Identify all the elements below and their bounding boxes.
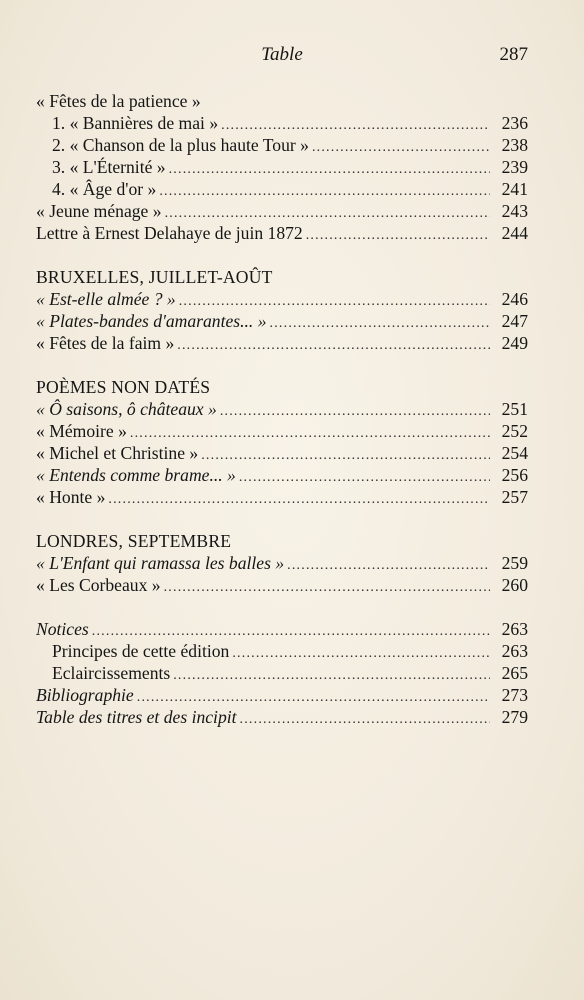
toc-entry-title: « Est-elle almée ? » [36,289,176,309]
toc-entry [36,574,528,596]
toc-entry-title: 2. « Chanson de la plus haute Tour » [52,135,309,155]
toc-entry [36,552,528,574]
dot-leader [169,159,490,181]
dot-leader [312,137,490,159]
toc-entry [36,156,528,178]
toc-entry-title: Principes de cette édition [52,641,230,661]
toc-entry-title: « Fêtes de la faim » [36,333,175,353]
toc-entry [36,90,528,112]
toc-section [36,596,528,728]
section-gap [36,596,528,618]
dot-leader [239,467,490,489]
toc-entry-page: 247 [501,311,528,331]
toc-entry [36,134,528,156]
toc-entry-title: « Fêtes de la patience » [36,91,201,111]
toc-entry-title: Notices [36,619,89,639]
toc-entry [36,178,528,200]
toc-entry-title: « Honte » [36,487,106,507]
toc-entry-page: 239 [501,157,528,177]
toc-entry-title: Table des titres et des incipit [36,707,237,727]
toc-entry-page: 236 [501,113,528,133]
toc-entry [36,398,528,420]
toc-section [36,508,528,596]
toc-entry-title: Bibliographie [36,685,134,705]
toc-entry-page: 241 [501,179,528,199]
toc-entry-title: « Ô saisons, ô châteaux » [36,399,217,419]
dot-leader [201,445,490,467]
toc-entry [36,684,528,706]
toc-entry-page: 260 [501,575,528,595]
toc-entry-page: 238 [501,135,528,155]
toc-entry [36,442,528,464]
section-gap [36,508,528,530]
dot-leader [240,709,490,731]
toc-section [36,354,528,508]
toc-entry [36,618,528,640]
toc-entry-title: 4. « Âge d'or » [52,179,157,199]
dot-leader [159,181,490,203]
toc-entry-page: 246 [501,289,528,309]
toc-entry [36,420,528,442]
toc-entry-title: Lettre à Ernest Delahaye de juin 1872 [36,223,303,243]
dot-leader [220,401,490,423]
toc-entry-title: « Michel et Christine » [36,443,199,463]
toc-entry-page: 263 [501,619,528,639]
toc-section [36,244,528,354]
dot-leader [108,489,490,511]
toc-entry [36,706,528,728]
toc-section [36,90,528,244]
toc-entry-title: « Plates-bandes d'amarantes... » [36,311,267,331]
header-title: Table [261,44,303,65]
toc-entry-page: 251 [501,399,528,419]
section-heading: LONDRES, SEPTEMBRE [36,531,232,551]
dot-leader [270,313,490,335]
toc-entry [36,662,528,684]
toc-entry [36,288,528,310]
dot-leader [173,665,490,687]
toc-entry [36,464,528,486]
toc-entry [36,310,528,332]
toc-entry [36,112,528,134]
dot-leader [164,577,490,599]
section-gap [36,354,528,376]
section-heading: BRUXELLES, JUILLET-AOÛT [36,267,273,287]
toc-entry [36,222,528,244]
toc-entry [36,200,528,222]
toc-entry-page: 263 [501,641,528,661]
toc-entry-title: « Les Corbeaux » [36,575,161,595]
toc-entry-title: « Mémoire » [36,421,127,441]
toc-entry [36,486,528,508]
toc-entry-page: 257 [501,487,528,507]
toc-entry-page: 273 [501,685,528,705]
toc-entry-page: 259 [501,553,528,573]
header-page-number: 287 [499,44,528,65]
toc-entry-title: 3. « L'Éternité » [52,157,166,177]
toc-entry-title: « L'Enfant qui ramassa les balles » [36,553,285,573]
table-of-contents [36,90,528,728]
dot-leader [232,643,490,665]
toc-entry-page: 279 [501,707,528,727]
toc-entry-page: 254 [501,443,528,463]
dot-leader [306,225,490,247]
dot-leader [287,555,490,577]
running-header [36,44,528,70]
toc-entry-title: « Jeune ménage » [36,201,162,221]
toc-entry [36,640,528,662]
section-gap [36,244,528,266]
dot-leader [177,335,490,357]
toc-entry [36,332,528,354]
toc-entry-title: 1. « Bannières de mai » [52,113,219,133]
toc-entry-title: Eclaircissements [52,663,171,683]
toc-entry-page: 252 [501,421,528,441]
toc-entry-page: 265 [501,663,528,683]
toc-entry-page: 244 [501,223,528,243]
toc-entry-title: « Entends comme brame... » [36,465,236,485]
toc-entry-page: 256 [501,465,528,485]
toc-entry-page: 243 [501,201,528,221]
section-heading: POÈMES NON DATÉS [36,377,211,397]
toc-entry-page: 249 [501,333,528,353]
